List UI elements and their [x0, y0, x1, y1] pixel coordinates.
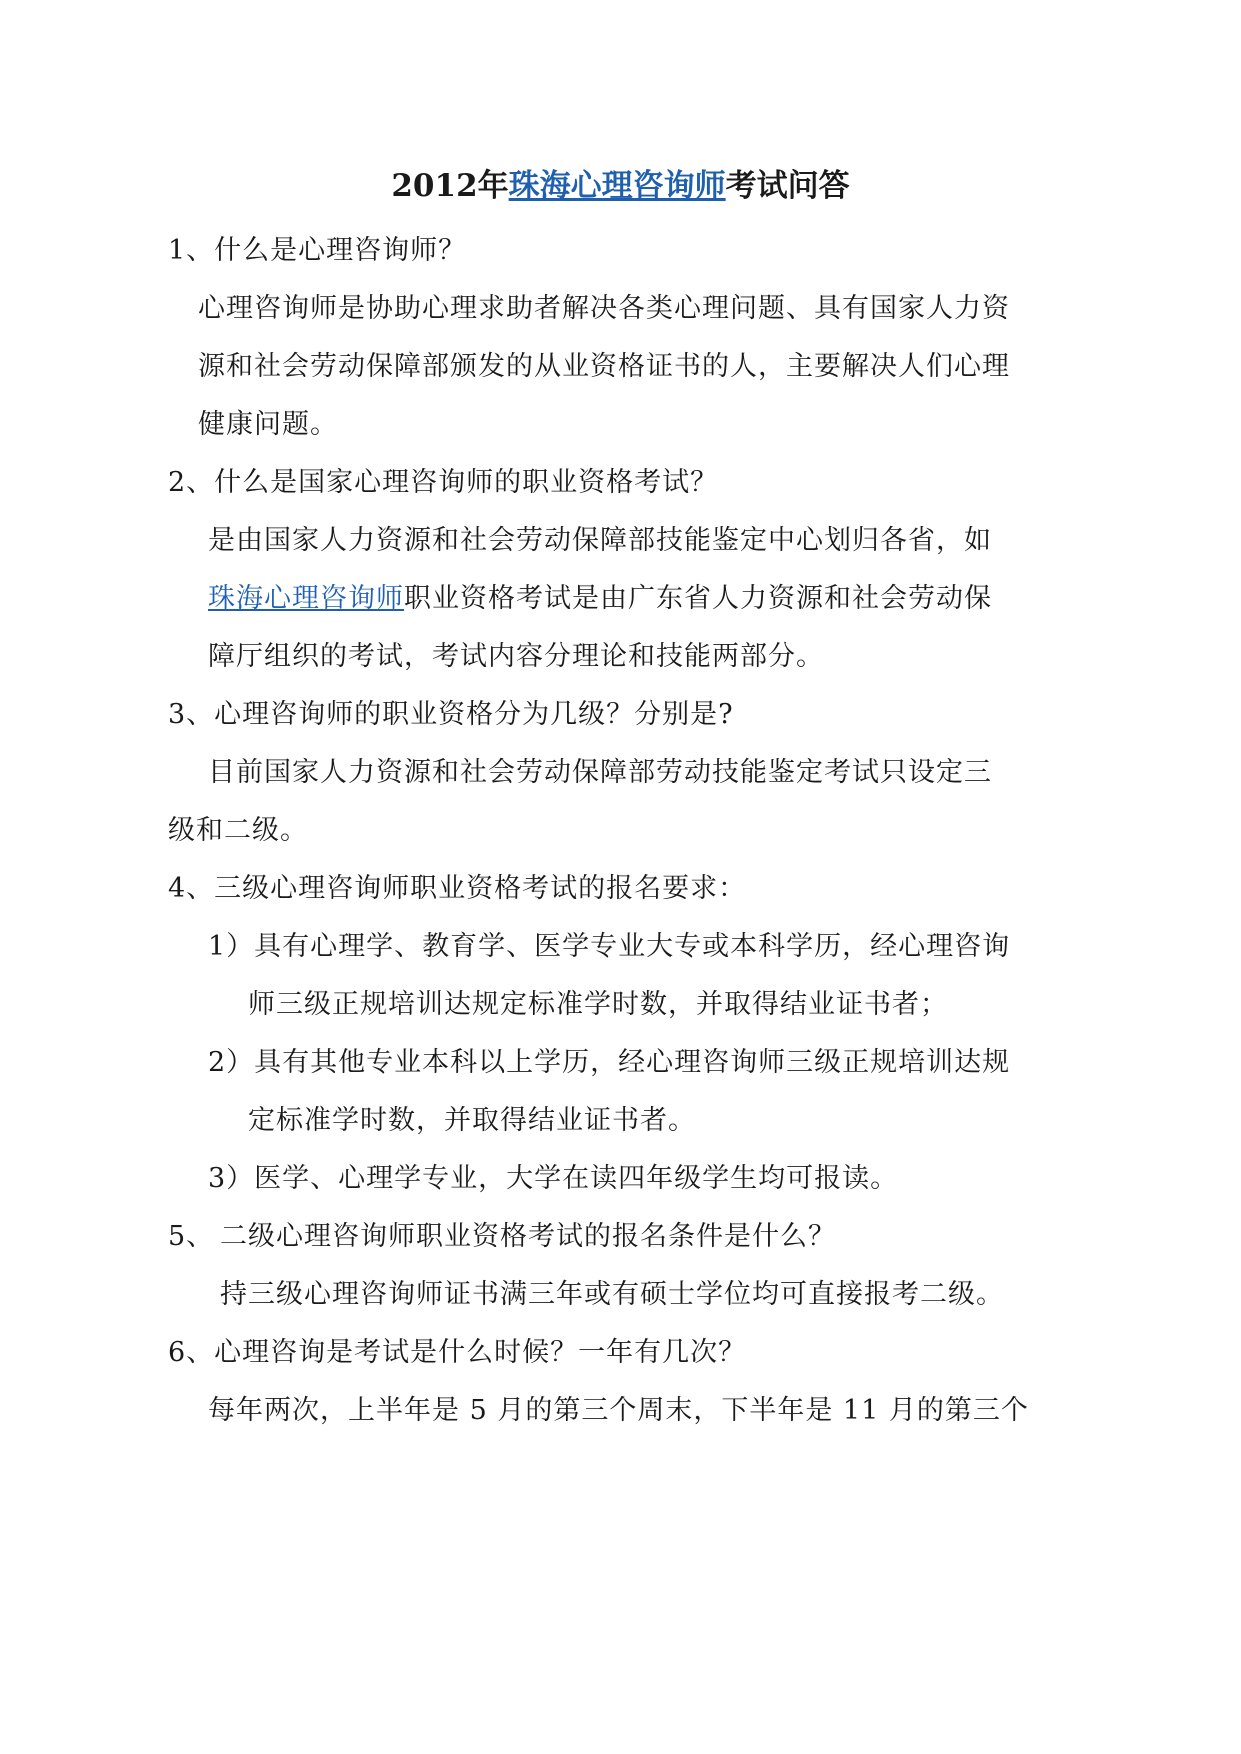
- question-1: 1、什么是心理咨询师？: [168, 235, 467, 266]
- question-3: 3、心理咨询师的职业资格分为几级？分别是?: [168, 699, 734, 730]
- answer-3-line-1: 目前国家人力资源和社会劳动保障部劳动技能鉴定考试只设定三: [208, 757, 992, 788]
- answer-3-line-2: 级和二级。: [168, 815, 308, 846]
- page-title: [0, 166, 1241, 206]
- answer-2-line-3: 障厅组织的考试，考试内容分理论和技能两部分。: [208, 641, 824, 672]
- question-2: 2、什么是国家心理咨询师的职业资格考试？: [168, 467, 719, 498]
- answer-4-item-1-line-1: 1）具有心理学、教育学、医学专业大专或本科学历，经心理咨询: [208, 931, 1011, 962]
- answer-4-item-2-line-2: 定标准学时数，并取得结业证书者。: [248, 1105, 696, 1136]
- answer-4-item-3: 3）医学、心理学专业，大学在读四年级学生均可报读。: [208, 1163, 899, 1194]
- answer-4-item-2-line-1: 2）具有其他专业本科以上学历，经心理咨询师三级正规培训达规: [208, 1047, 1011, 1078]
- title-suffix: 考试问答: [725, 168, 850, 204]
- question-5-number: 5、: [168, 1221, 215, 1252]
- answer-5: 持三级心理咨询师证书满三年或有硕士学位均可直接报考二级。: [220, 1279, 1004, 1310]
- question-5: 二级心理咨询师职业资格考试的报名条件是什么？: [220, 1221, 836, 1252]
- answer-1-line-1: 心理咨询师是协助心理求助者解决各类心理问题、具有国家人力资: [198, 293, 1010, 324]
- answer-2-link[interactable]: 珠海心理咨询师: [208, 583, 404, 614]
- answer-2-line-2-rest: 职业资格考试是由广东省人力资源和社会劳动保: [404, 583, 992, 614]
- question-6: 6、心理咨询是考试是什么时候？一年有几次？: [168, 1337, 747, 1368]
- title-link[interactable]: 珠海心理咨询师: [508, 168, 726, 204]
- answer-2-line-2: [208, 582, 992, 616]
- answer-2-line-1: 是由国家人力资源和社会劳动保障部技能鉴定中心划归各省，如: [208, 525, 992, 556]
- question-4: 4、三级心理咨询师职业资格考试的报名要求：: [168, 873, 747, 904]
- title-prefix: 2012年: [391, 168, 509, 204]
- answer-4-item-1-line-2: 师三级正规培训达规定标准学时数，并取得结业证书者；: [248, 989, 948, 1020]
- answer-1-line-3: 健康问题。: [198, 409, 338, 440]
- answer-6-line-1: 每年两次，上半年是 5 月的第三个周末，下半年是 11 月的第三个: [208, 1395, 1029, 1426]
- answer-1-line-2: 源和社会劳动保障部颁发的从业资格证书的人，主要解决人们心理: [198, 351, 1010, 382]
